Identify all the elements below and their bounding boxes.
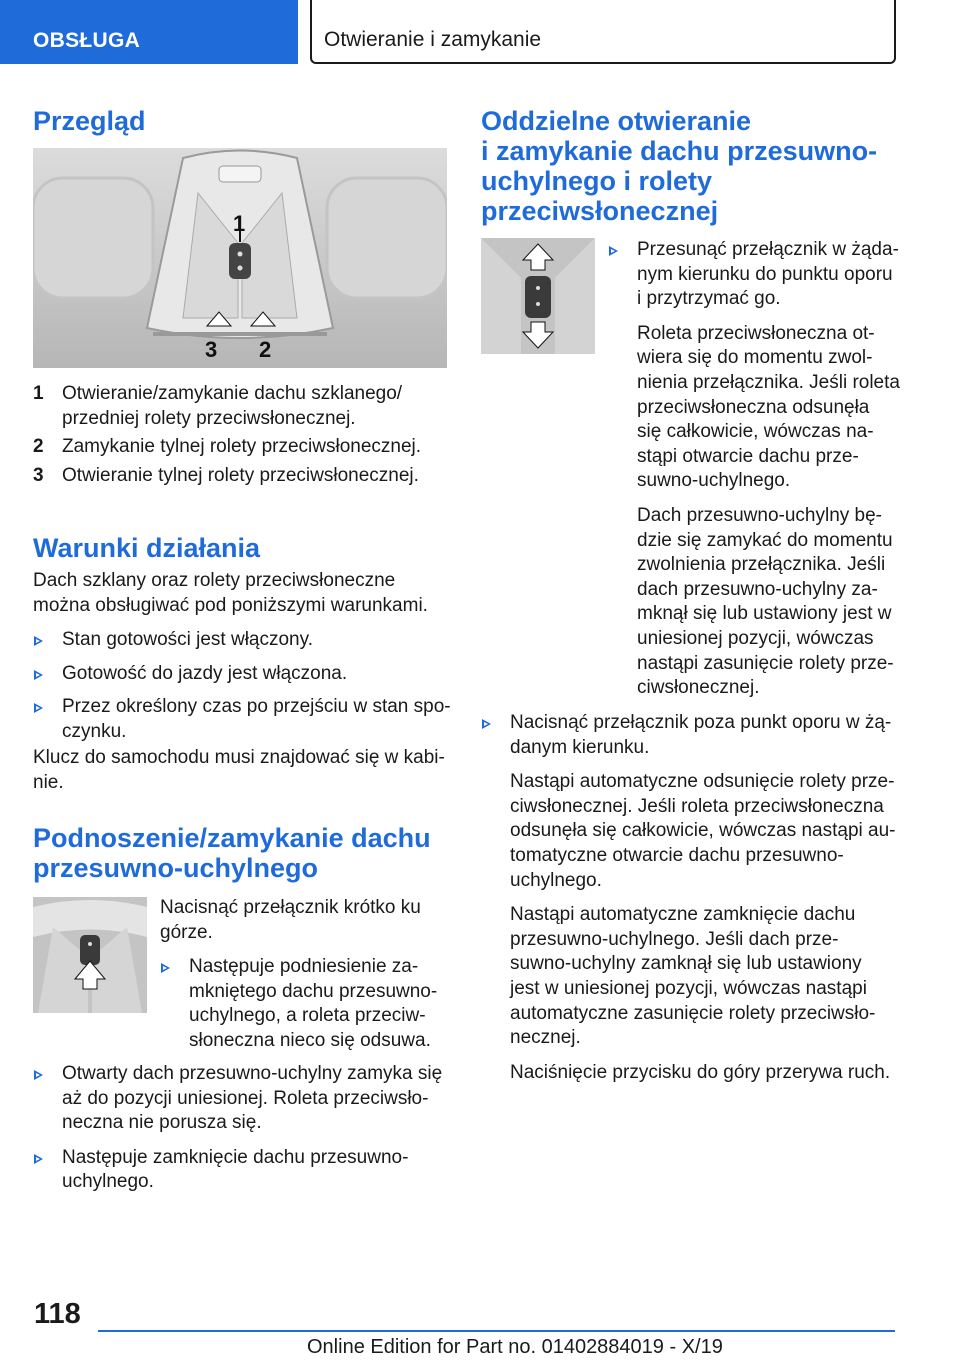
triangle-bullet-icon <box>34 1070 43 1080</box>
paragraph-line: Roleta przeciwsłoneczna ot- <box>637 322 875 344</box>
item-number: 1 <box>33 383 44 404</box>
bullet-item <box>33 1146 453 1195</box>
separate-operation-heading <box>481 106 877 226</box>
bullet-item <box>33 1062 453 1136</box>
item-number: 3 <box>33 464 44 486</box>
paragraph-line: necznej. <box>510 1027 581 1049</box>
triangle-bullet-icon <box>34 703 43 713</box>
auto-close-paragraph <box>481 903 911 1051</box>
paragraph-line: dzie się zamykać do momentu <box>637 529 893 551</box>
list-item <box>33 435 453 460</box>
triangle-bullet-icon <box>609 246 618 256</box>
heading-line: Oddzielne otwieranie <box>481 106 752 136</box>
paragraph-line: uchylnego. <box>510 869 602 891</box>
paragraph-line: suwno-uchylny zamknął się lub ustawiony <box>510 953 862 975</box>
paragraph-line: przeciwsłoneczna odsunęła <box>637 396 870 418</box>
paragraph-line: stąpi otwarcie dachu prze- <box>637 445 859 467</box>
bullet-text: mkniętego dachu przesuwno- <box>189 980 438 1002</box>
paragraph-line: odsunęła się całkowicie, wówczas nastąpi au- <box>510 820 896 842</box>
switch-up-down-illustration <box>481 238 595 354</box>
raise-intro <box>160 896 450 945</box>
callout-label-3: 3 <box>205 337 218 362</box>
paragraph-line: automatyczne zasunięcie rolety przeciwsło- <box>510 1002 876 1024</box>
bullet-text: Gotowość do jazdy jest włączona. <box>62 662 348 684</box>
triangle-bullet-icon <box>34 1154 43 1164</box>
paragraph-line: jest w uniesionej pozycji, wówczas nastąpi <box>510 977 867 999</box>
bullet-text: Przesunąć przełącznik w żąda- <box>637 239 899 260</box>
conditions-outro <box>33 746 453 795</box>
bullet-item <box>160 955 450 1053</box>
overhead-console-image <box>33 148 447 368</box>
callout-label-2: 2 <box>259 337 272 362</box>
right-sub-content <box>608 238 908 701</box>
bullet-text: Przez określony czas po przejściu w stan spo- <box>62 696 451 718</box>
paragraph-line: Naciśnięcie przycisku do góry przerywa ruch. <box>510 1061 891 1083</box>
bullet-text: Następuje zamknięcie dachu przesuwno- <box>62 1146 409 1168</box>
switch-up-image <box>33 897 147 1013</box>
paragraph-line: Dach przesuwno-uchylny bę- <box>637 504 883 526</box>
heading-line: przeciwsłonecznej <box>481 196 719 226</box>
paragraph-line: przesuwno-uchylnego. Jeśli dach prze- <box>510 928 839 950</box>
paragraph-line: się całkowicie, wówczas na- <box>637 421 874 443</box>
bullet-text: neczna nie porusza się. <box>62 1112 262 1134</box>
stop-movement-paragraph <box>481 1061 911 1086</box>
triangle-bullet-icon <box>34 670 43 680</box>
heading-line: Podnoszenie/zamykanie dachu <box>33 823 431 853</box>
section-tab <box>0 0 298 64</box>
raise-sub-bullet <box>160 955 450 1053</box>
triangle-bullet-icon <box>482 719 491 729</box>
bullet-text: nym kierunku do punktu oporu <box>637 263 893 285</box>
item-text: Otwieranie tylnej rolety przeciwsłonecznej. <box>62 464 419 486</box>
paragraph-line: zwolnienia przełącznika. Jeśli <box>637 554 886 576</box>
bullet-item <box>481 711 911 760</box>
bullet-text: słoneczna nieco się odsuwa. <box>189 1029 431 1051</box>
paragraph-line: wiera się do momentu zwol- <box>637 347 873 369</box>
heading-line: uchylnego i rolety <box>481 166 713 196</box>
conditions-intro <box>33 569 453 618</box>
heading-line: i zamykanie dachu przesuwno- <box>481 136 878 166</box>
paragraph-line: ciwsłonecznej. <box>637 677 760 699</box>
heading-line: przesuwno-uchylnego <box>33 853 319 883</box>
switch-up-illustration <box>33 897 147 1013</box>
sunroof-close-paragraph <box>608 504 908 701</box>
triangle-bullet-icon <box>34 636 43 646</box>
item-text: Zamykanie tylnej rolety przeciwsłonecznej. <box>62 436 422 458</box>
list-item <box>33 464 453 489</box>
bullet-text: Następuje podniesienie za- <box>189 956 419 977</box>
paragraph-line: suwno-uchylnego. <box>637 470 791 492</box>
paragraph-line: Klucz do samochodu musi znajdować się w kabi- <box>33 747 445 768</box>
item-number: 2 <box>33 436 44 458</box>
paragraph-line: mknął się lub ustawiony jest w <box>637 603 892 625</box>
switch-up-down-image <box>481 238 595 354</box>
bullet-text: i przytrzymać go. <box>637 288 781 310</box>
paragraph-line: nie. <box>33 771 64 793</box>
bullet-item <box>33 662 453 687</box>
topic-tab <box>310 0 896 64</box>
bullet-text: Nacisnąć przełącznik poza punkt oporu w żą- <box>510 712 892 733</box>
page-number: 118 <box>34 1298 81 1330</box>
overview-heading: Przegląd <box>33 106 146 136</box>
item-text: Otwieranie/zamykanie dachu szklanego/ <box>62 383 403 404</box>
callout-label-1: 1 <box>233 211 246 236</box>
paragraph-line: tomatyczne otwarcie dachu przesuwno- <box>510 844 844 866</box>
paragraph-line: ciwsłonecznej. Jeśli roleta przeciwsłoneczna <box>510 795 884 817</box>
footer-divider <box>98 1330 895 1332</box>
bullet-text: Stan gotowości jest włączony. <box>62 629 313 650</box>
right-main-content <box>481 711 911 1085</box>
paragraph-line: nastąpi zasunięcie rolety prze- <box>637 652 894 674</box>
paragraph-line: dach przesuwno-uchylny za- <box>637 578 878 600</box>
bullet-item <box>33 695 453 744</box>
paragraph-line: nienia przełącznika. Jeśli roleta <box>637 371 900 393</box>
bullet-text: uchylnego, a roleta przeciw- <box>189 1005 426 1027</box>
conditions-bullets <box>33 628 453 744</box>
roller-blind-paragraph <box>608 322 908 494</box>
overhead-console-illustration <box>33 148 447 368</box>
topic-title: Otwieranie i zamykanie <box>324 28 542 51</box>
bullet-item <box>608 238 908 312</box>
bullet-text: aż do pozycji uniesionej. Roleta przeciwsło- <box>62 1087 429 1109</box>
conditions-heading: Warunki działania <box>33 533 261 563</box>
paragraph-line: górze. <box>160 921 213 943</box>
paragraph-line: Nastąpi automatyczne odsunięcie rolety prze- <box>510 771 895 793</box>
paragraph-line: Nacisnąć przełącznik krótko ku <box>160 897 421 918</box>
auto-open-paragraph <box>481 770 911 893</box>
bullet-item <box>33 628 453 653</box>
bullet-text: czynku. <box>62 720 127 742</box>
list-item <box>33 382 453 431</box>
triangle-bullet-icon <box>161 963 170 973</box>
paragraph-line: Dach szklany oraz rolety przeciwsłoneczne <box>33 570 396 591</box>
edition-note: Online Edition for Part no. 01402884019 - X/19 <box>307 1336 723 1358</box>
paragraph-line: Nastąpi automatyczne zamknięcie dachu <box>510 904 856 926</box>
raise-heading <box>33 823 431 883</box>
overview-list <box>33 382 453 488</box>
paragraph-line: uniesionej pozycji, wówczas <box>637 627 874 649</box>
item-text: przedniej rolety przeciwsłonecznej. <box>62 407 356 429</box>
bullet-text: Otwarty dach przesuwno-uchylny zamyka się <box>62 1063 443 1084</box>
paragraph-line: można obsługiwać pod poniższymi warunkami. <box>33 594 428 616</box>
raise-bullets <box>33 1062 453 1195</box>
bullet-text: danym kierunku. <box>510 736 650 758</box>
section-title: OBSŁUGA <box>33 29 141 52</box>
bullet-text: uchylnego. <box>62 1171 154 1193</box>
